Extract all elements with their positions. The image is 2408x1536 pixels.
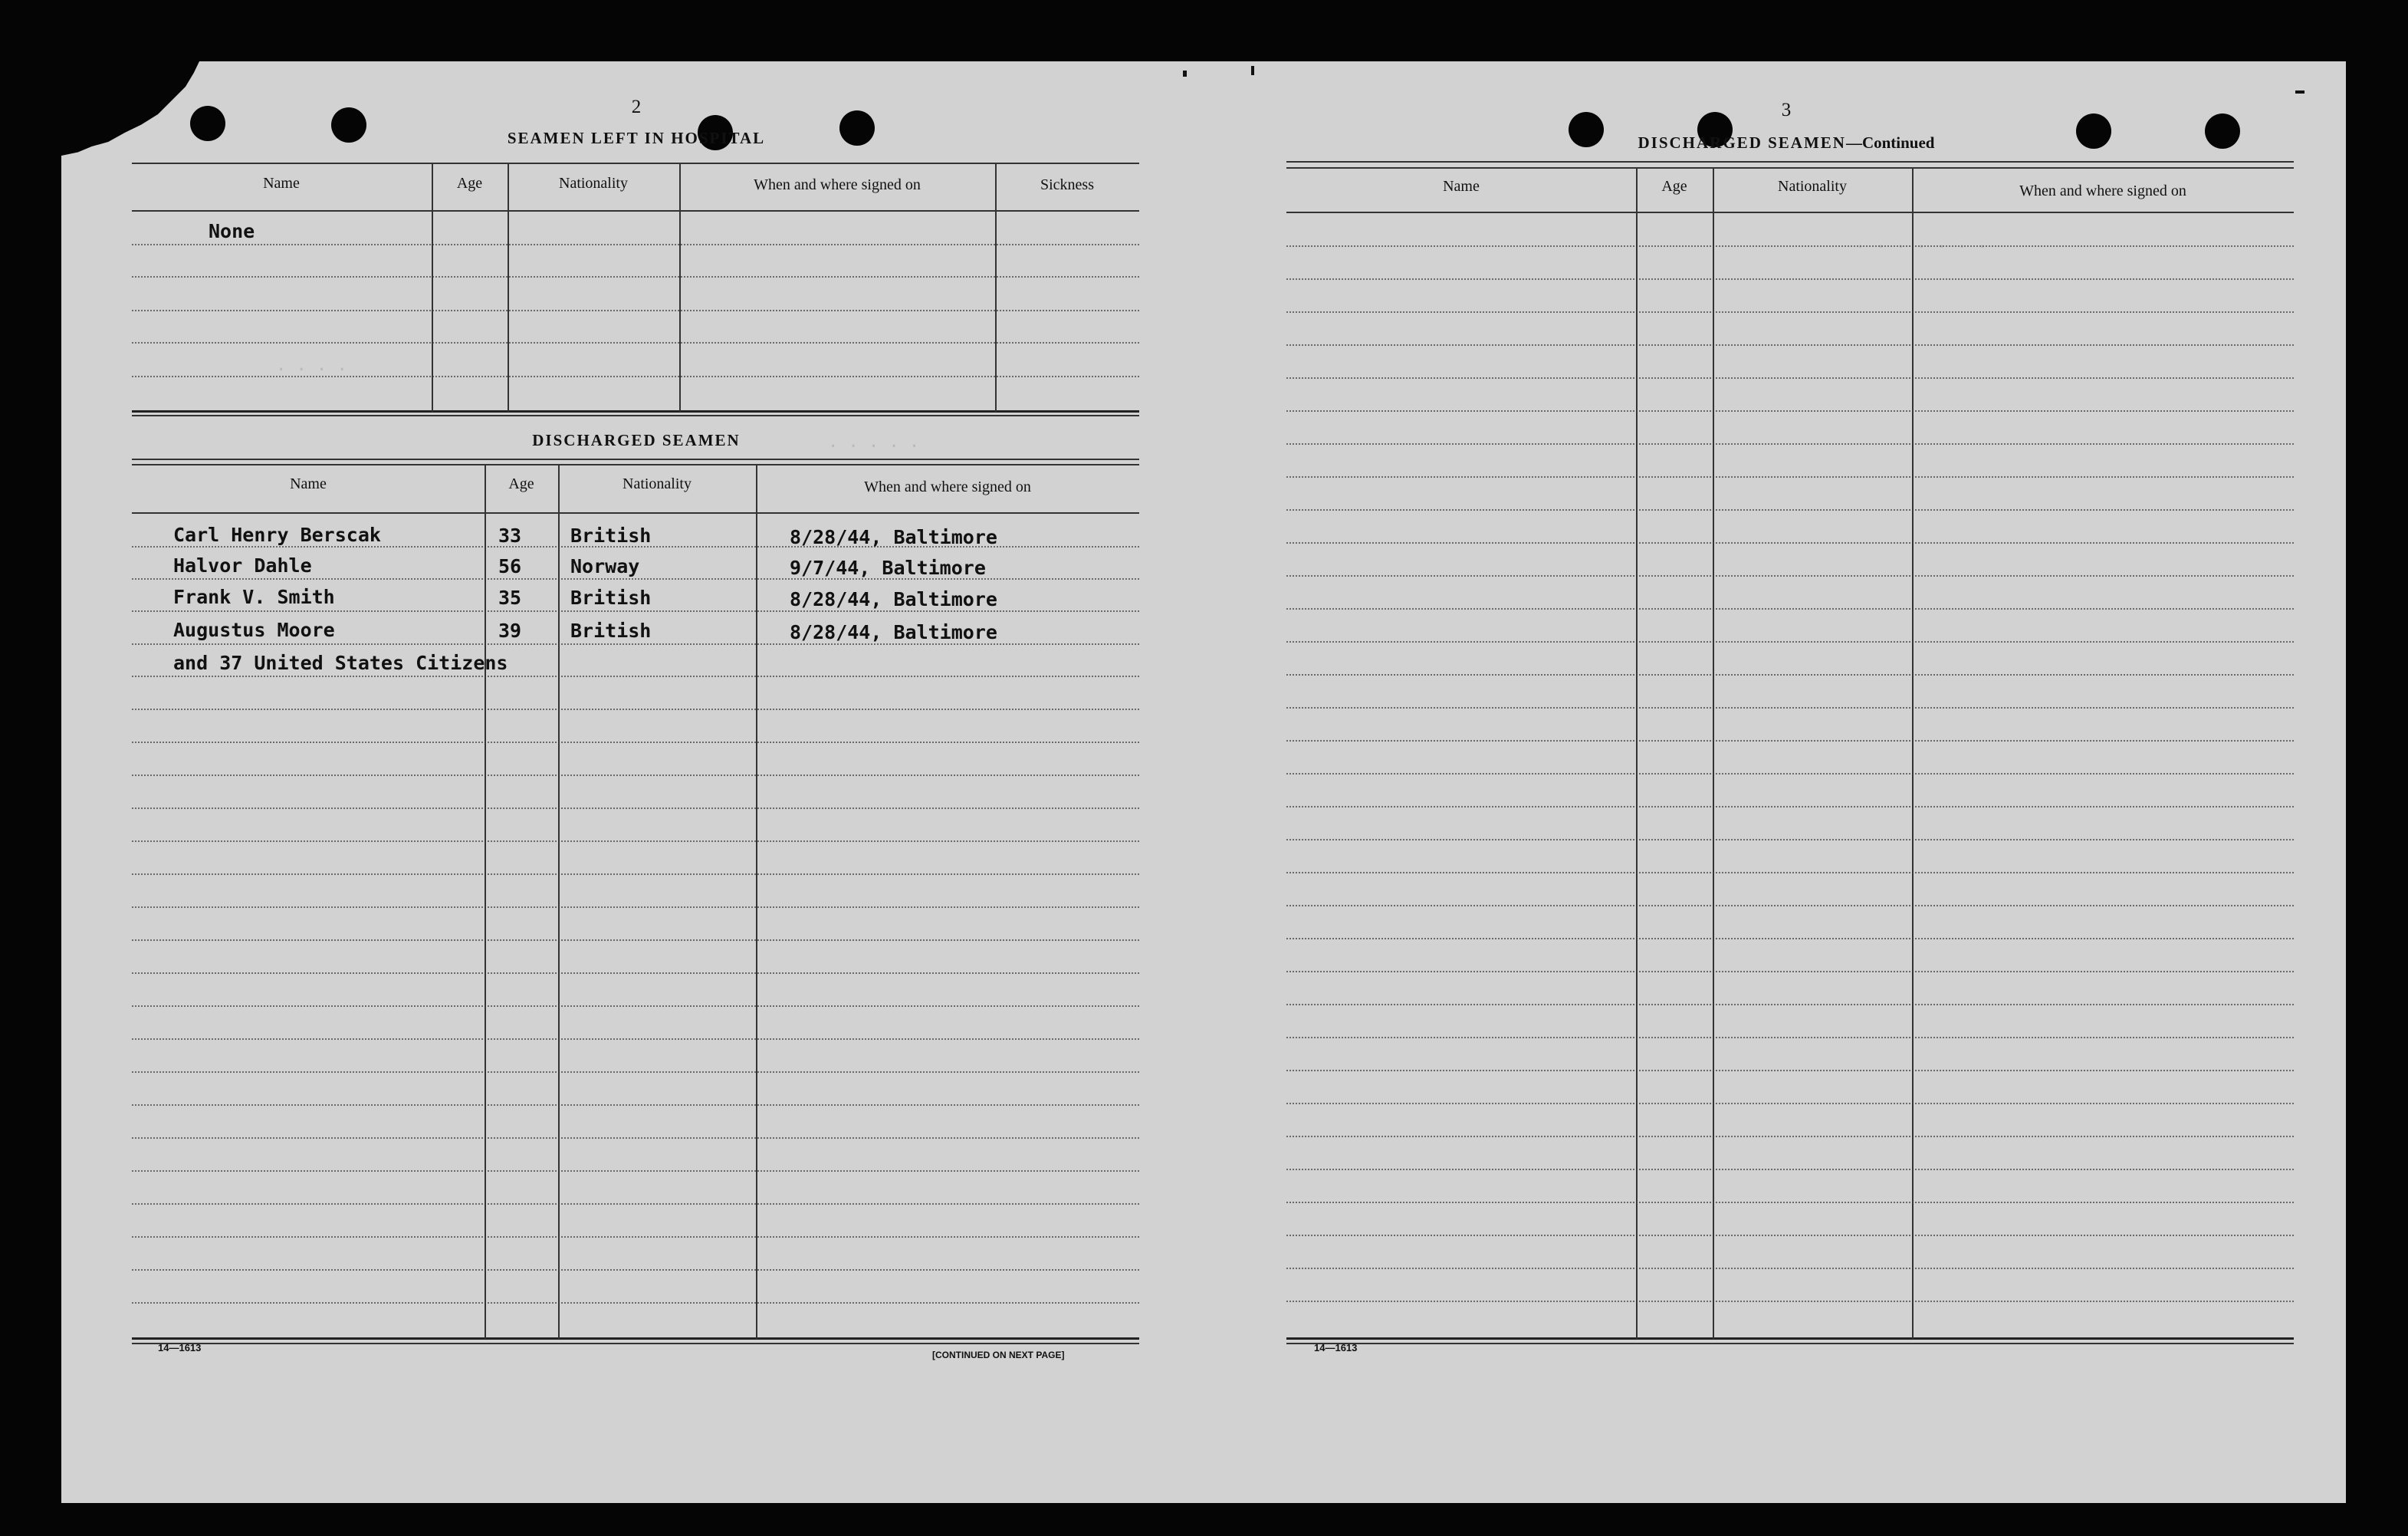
seaman-signed-on: 9/7/44, Baltimore <box>790 557 986 579</box>
bleed-through: · · · · · <box>828 437 920 456</box>
column-divider <box>1713 167 1714 1339</box>
seaman-name: Augustus Moore <box>173 619 335 641</box>
rule <box>1286 773 2294 775</box>
col-head-age: Age <box>456 175 483 192</box>
seaman-nationality: Norway <box>570 555 640 577</box>
seaman-name: Carl Henry Berscak <box>173 524 381 546</box>
seaman-age: 35 <box>498 587 522 609</box>
bleed-through: · · · · · · · <box>1855 238 1988 257</box>
rule <box>1286 938 2294 939</box>
rule <box>1286 608 2294 610</box>
seaman-signed-on: 8/28/44, Baltimore <box>790 588 997 610</box>
rule <box>1286 311 2294 313</box>
rule <box>1286 1037 2294 1038</box>
rule <box>1286 641 2294 643</box>
form-number: 14—1613 <box>158 1342 202 1353</box>
rule <box>1286 1301 2294 1302</box>
rule <box>1286 377 2294 379</box>
rule <box>1286 509 2294 511</box>
rule <box>1286 674 2294 676</box>
seaman-name: Halvor Dahle <box>173 554 312 577</box>
rule <box>1286 971 2294 972</box>
col-head-name: Name <box>290 475 327 492</box>
seaman-signed-on: 8/28/44, Baltimore <box>790 526 997 548</box>
rule <box>1286 1268 2294 1269</box>
seaman-signed-on: 8/28/44, Baltimore <box>790 621 997 643</box>
col-head-signed-on: When and where signed on <box>754 176 921 193</box>
col-head-name: Name <box>1443 178 1480 195</box>
seaman-age: 33 <box>498 525 522 547</box>
rule <box>1286 161 2294 163</box>
rule <box>1286 1169 2294 1170</box>
page-number: 3 <box>1781 100 1792 120</box>
col-head-nationality: Nationality <box>559 175 628 192</box>
seaman-nationality: British <box>570 620 652 642</box>
rule <box>1286 1103 2294 1104</box>
hospital-entry: None <box>209 220 255 242</box>
rule <box>1286 344 2294 346</box>
rule <box>1286 806 2294 807</box>
rule <box>1286 707 2294 709</box>
rule <box>1286 278 2294 280</box>
seaman-age: 56 <box>498 555 522 577</box>
col-head-nationality: Nationality <box>1778 178 1847 195</box>
seaman-name: Frank V. Smith <box>173 586 335 608</box>
hospital-heading: SEAMEN LEFT IN HOSPITAL <box>507 129 766 147</box>
rule <box>1286 740 2294 742</box>
rule <box>1286 410 2294 412</box>
rule <box>1286 872 2294 873</box>
col-head-name: Name <box>263 175 300 192</box>
rule <box>1286 167 2294 169</box>
bleed-through: · · · · <box>276 360 347 380</box>
form-number: 14—1613 <box>1314 1342 1358 1353</box>
rule <box>1286 245 2294 247</box>
rule <box>1286 1343 2294 1344</box>
rule <box>1286 839 2294 840</box>
col-head-signed-on: When and where signed on <box>864 479 1031 495</box>
seaman-nationality: British <box>570 587 652 609</box>
col-head-sickness: Sickness <box>1040 176 1094 193</box>
discharged-heading: DISCHARGED SEAMEN <box>532 431 741 449</box>
rule <box>1286 1202 2294 1203</box>
rule <box>1286 575 2294 577</box>
col-head-age: Age <box>1661 178 1687 195</box>
rule <box>1286 542 2294 544</box>
rule <box>1286 1337 2294 1340</box>
col-head-signed-on: When and where signed on <box>2019 183 2186 199</box>
rule <box>1286 1004 2294 1005</box>
rule <box>1286 905 2294 906</box>
seaman-nationality: British <box>570 525 652 547</box>
rule <box>1286 443 2294 445</box>
continued-note: [CONTINUED ON NEXT PAGE] <box>932 1350 1065 1360</box>
col-head-age: Age <box>508 475 534 492</box>
column-divider <box>1636 167 1638 1339</box>
rule <box>1286 1235 2294 1236</box>
rule <box>1286 1070 2294 1071</box>
rule <box>1286 212 2294 213</box>
column-divider <box>1912 167 1914 1339</box>
rule <box>1286 1136 2294 1137</box>
heading-suffix: —Continued <box>1845 133 1935 152</box>
seaman-age: 39 <box>498 620 522 642</box>
rule <box>1286 476 2294 478</box>
heading-text: DISCHARGED SEAMEN <box>1638 133 1846 152</box>
col-head-nationality: Nationality <box>623 475 692 492</box>
citizens-note: and 37 United States Citizens <box>173 652 508 674</box>
page-number: 2 <box>631 97 642 117</box>
discharged-continued-heading <box>1556 133 2016 153</box>
